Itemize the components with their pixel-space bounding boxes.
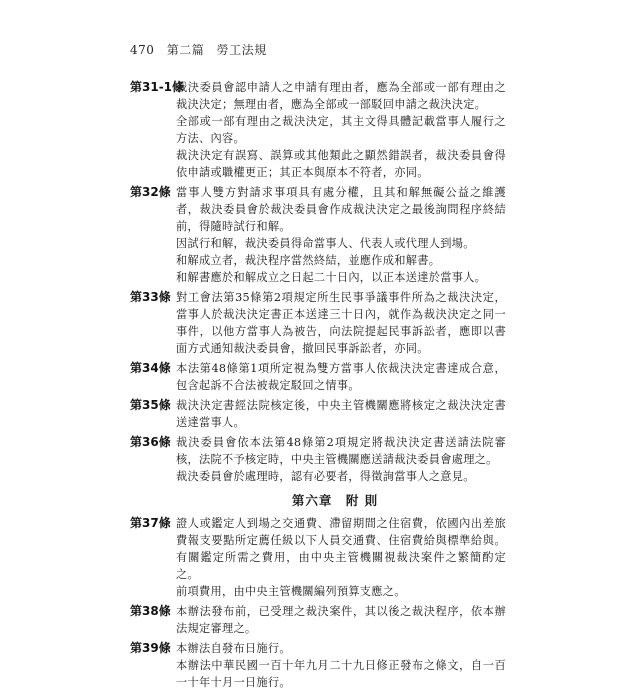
article [0, 515, 640, 600]
article-paragraph: 和解成立者，裁決程序當然終結，並應作成和解書。 [176, 254, 441, 267]
article-paragraph: 對工會法第35條第2項規定所生民事爭議事件所為之裁決決定，當事人於裁決決定書正本送達三十日內，就作為裁決決定之同一事件，以他方當事人為被告，向法院提起民事訴訟者，應即以書面方式通知裁決委員會，撤回民事訴訟者，亦同。 [176, 291, 506, 355]
article-number: 第38條 [130, 604, 171, 618]
article-paragraph: 本辦法發布前，已受理之裁決案件，其以後之裁決程序，依本辦法規定審理之。 [176, 605, 506, 635]
chapter-heading: 第六章 附 則 [291, 493, 379, 508]
article [0, 184, 640, 286]
article [0, 360, 640, 394]
article [0, 397, 640, 431]
article-number: 第31-1條 [130, 80, 185, 94]
article-number: 第37條 [130, 516, 171, 530]
article-paragraph: 裁決委員會認申請人之申請有理由者，應為全部或一部有理由之裁決決定；無理由者，應為全部或一部駁回申請之裁決決定。 [176, 81, 506, 111]
article-number: 第33條 [130, 290, 171, 304]
article-group-chapter5 [0, 79, 640, 485]
article [0, 79, 640, 181]
article-paragraph: 和解書應於和解成立之日起二十日內，以正本送達於當事人。 [176, 271, 487, 284]
article-group-chapter6 [0, 515, 640, 691]
page-number: 470 [130, 43, 155, 57]
article-number: 第32條 [130, 185, 171, 199]
article-paragraph: 因試行和解，裁決委員得命當事人、代表人或代理人到場。 [176, 237, 475, 250]
running-header [130, 41, 267, 58]
article-paragraph: 裁決決定書經法院核定後，中央主管機關應將核定之裁決決定書送達當事人。 [176, 399, 506, 429]
article-paragraph: 裁決委員會於處理時，認有必要者，得徵詢當事人之意見。 [176, 470, 475, 483]
article [0, 603, 640, 637]
article-paragraph: 本法第48條第1項所定視為雙方當事人依裁決決定書達成合意，包含起訴不合法被裁定駁回之情事。 [176, 362, 506, 392]
article-list [0, 79, 640, 694]
part-label: 第二篇 [166, 43, 205, 57]
article-number: 第36條 [130, 435, 171, 449]
article [0, 434, 640, 485]
article-paragraph: 當事人雙方對請求事項具有處分權，且其和解無礙公益之維護者，裁決委員會於裁決委員會作成裁決決定之最後詢問程序終結前，得隨時試行和解。 [176, 186, 506, 233]
article-paragraph: 裁決決定有誤寫、誤算或其他類此之顯然錯誤者，裁決委員會得依申請或職權更正；其正本與原本不符者，亦同。 [176, 149, 506, 179]
article-paragraph: 全部或一部有理由之裁決決定，其主文得具體記載當事人履行之方法、內容。 [176, 115, 506, 145]
article-paragraph: 裁決委員會依本法第48條第2項規定將裁決決定書送請法院審核，法院不予核定時，中央主管機關應送請裁決委員會處理之。 [176, 436, 506, 466]
article [0, 289, 640, 357]
article-number: 第34條 [130, 361, 171, 375]
article-number: 第35條 [130, 398, 171, 412]
header-title: 勞工法規 [216, 43, 267, 57]
article-number: 第39條 [130, 641, 171, 655]
article-paragraph: 本辦法中華民國一百十年九月二十九日修正發布之條文，自一百一十年十月一日施行。 [176, 659, 506, 689]
article-paragraph: 前項費用，由中央主管機關編列預算支應之。 [176, 585, 406, 598]
article-paragraph: 證人或鑑定人到場之交通費、滯留期間之住宿費，依國內出差旅費報支要點所定薦任級以下人員交通費、住宿費給與標準給與。有關鑑定所需之費用，由中央主管機關視裁決案件之繁簡酌定之。 [176, 517, 506, 581]
article-paragraph: 本辦法自發布日施行。 [176, 642, 291, 655]
article [0, 640, 640, 691]
